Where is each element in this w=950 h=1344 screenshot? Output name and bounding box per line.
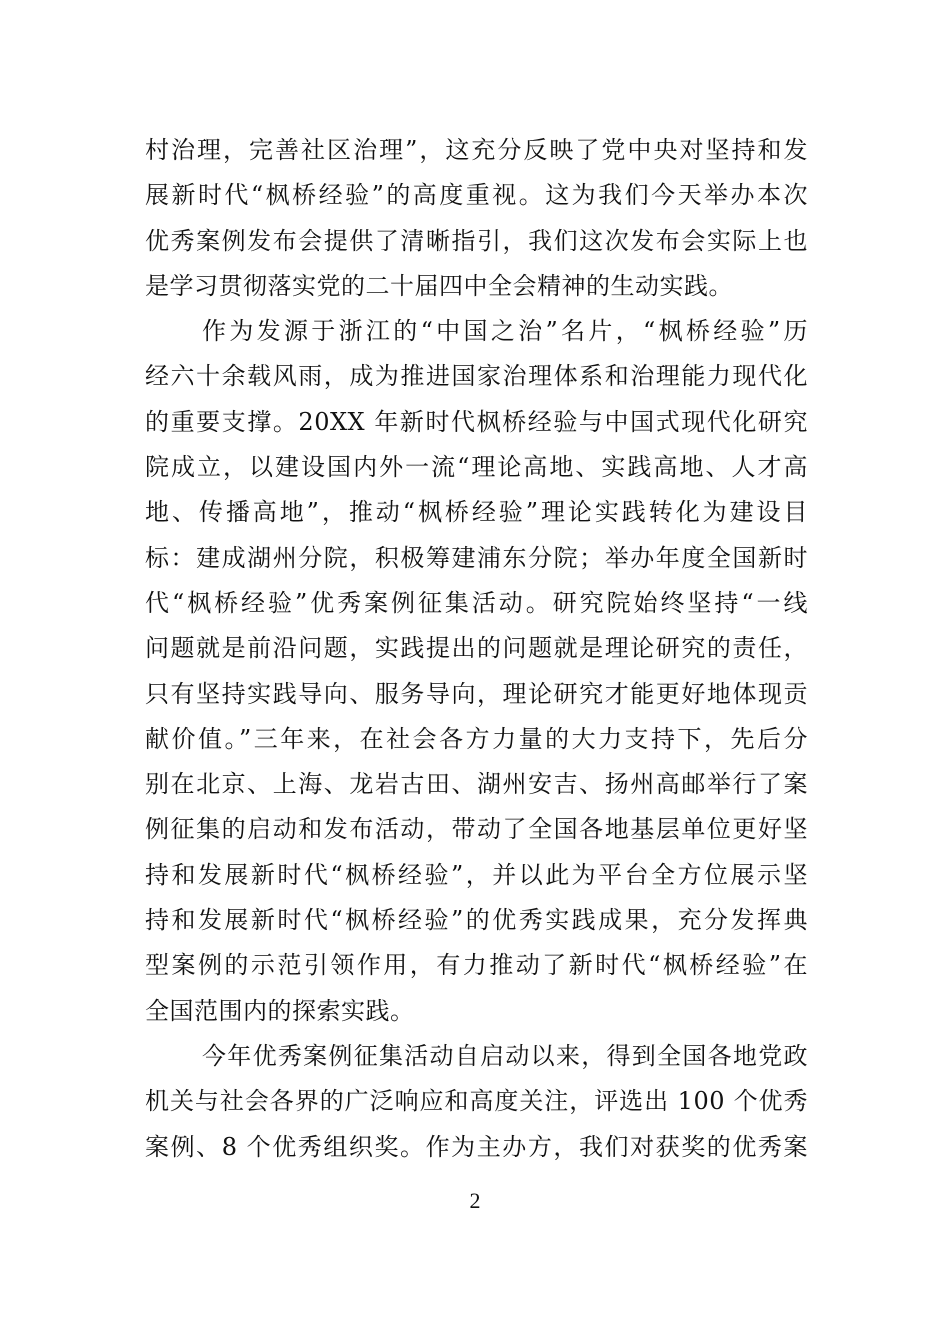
text-line: 是学习贯彻落实党的二十届四中全会精神的生动实践。 <box>145 271 733 300</box>
text-line: 持和发展新时代“枫桥经验”，并以此为平台全方位展示坚 <box>145 860 808 889</box>
text-line: 全国范围内的探索实践。 <box>145 996 415 1025</box>
text-line: 标：建成湖州分院，积极筹建浦东分院；举办年度全国新时 <box>145 543 808 572</box>
text-line: 别在北京、上海、龙岩古田、湖州安吉、扬州高邮举行了案 <box>145 770 808 799</box>
text-line: 今年优秀案例征集活动自启动以来，得到全国各地党政 <box>202 1041 808 1070</box>
text-line: 经六十余载风雨，成为推进国家治理体系和治理能力现代化 <box>145 362 808 391</box>
page-number: 2 <box>469 1188 481 1213</box>
text-line: 院成立，以建设国内外一流“理论高地、实践高地、人才高 <box>145 453 808 482</box>
text-line: 地、传播高地”，推动“枫桥经验”理论实践转化为建设目 <box>145 498 808 527</box>
body-text <box>145 128 808 1170</box>
text-line: 展新时代“枫桥经验”的高度重视。这为我们今天举办本次 <box>145 181 808 210</box>
text-line: 机关与社会各界的广泛响应和高度关注，评选出 100 个优秀 <box>145 1087 808 1116</box>
text-line: 优秀案例发布会提供了清晰指引，我们这次发布会实际上也 <box>145 226 808 255</box>
text-line: 持和发展新时代“枫桥经验”的优秀实践成果，充分发挥典 <box>145 906 808 935</box>
text-line: 献价值。”三年来，在社会各方力量的大力支持下，先后分 <box>145 724 808 753</box>
text-line: 村治理，完善社区治理”，这充分反映了党中央对坚持和发 <box>145 136 808 164</box>
text-line: 问题就是前沿问题，实践提出的问题就是理论研究的责任， <box>145 634 808 663</box>
text-line: 例征集的启动和发布活动，带动了全国各地基层单位更好坚 <box>145 815 808 844</box>
text-line: 只有坚持实践导向、服务导向，理论研究才能更好地体现贡 <box>145 679 808 708</box>
text-line: 案例、8 个优秀组织奖。作为主办方，我们对获奖的优秀案 <box>145 1132 808 1161</box>
text-line: 作为发源于浙江的“中国之治”名片，“枫桥经验”历 <box>202 317 808 346</box>
text-line: 代“枫桥经验”优秀案例征集活动。研究院始终坚持“一线 <box>145 588 808 617</box>
text-line: 型案例的示范引领作用，有力推动了新时代“枫桥经验”在 <box>145 951 808 980</box>
text-line: 的重要支撑。20XX 年新时代枫桥经验与中国式现代化研究 <box>145 407 808 436</box>
